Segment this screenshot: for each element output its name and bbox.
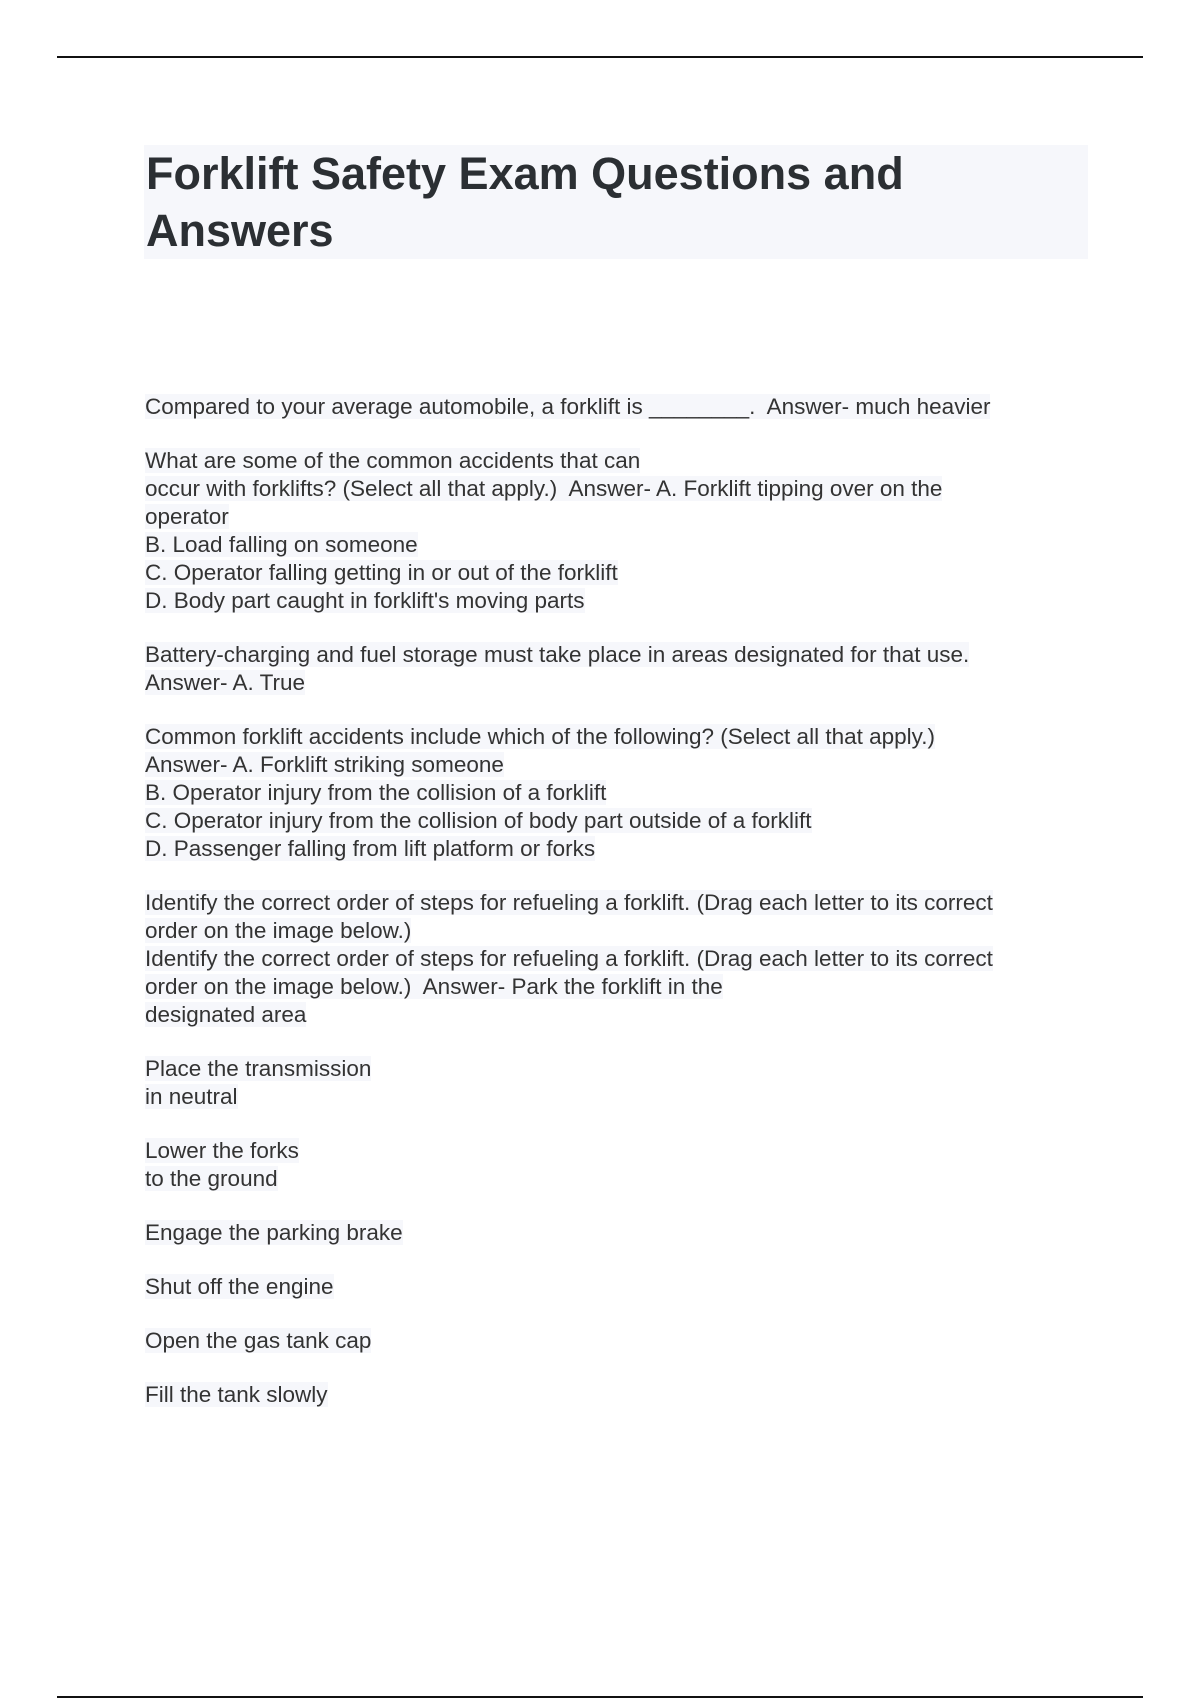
qa-block-5 [145, 889, 1095, 1029]
text-line: D. Passenger falling from lift platform or forks [145, 836, 596, 861]
text-line: Open the gas tank cap [145, 1328, 372, 1353]
qa-block-8 [145, 1219, 1095, 1247]
text-line: Place the transmission [145, 1056, 372, 1081]
text-line: Fill the tank slowly [145, 1382, 328, 1407]
text-line: Answer- A. True [145, 670, 306, 695]
text-line: Identify the correct order of steps for refueling a forklift. (Drag each letter to its correct [145, 946, 993, 971]
qa-block-7 [145, 1137, 1095, 1193]
text-line: occur with forklifts? (Select all that apply.) Answer- A. Forklift tipping over on the [145, 476, 943, 501]
text-line: Engage the parking brake [145, 1220, 403, 1245]
title-banner [144, 145, 1088, 259]
qa-block-9 [145, 1273, 1095, 1301]
qa-block-4 [145, 723, 1095, 863]
qa-content [145, 393, 1095, 1435]
text-line: Common forklift accidents include which of the following? (Select all that apply.) [145, 724, 935, 749]
text-line: Identify the correct order of steps for refueling a forklift. (Drag each letter to its correct [145, 890, 993, 915]
text-line: Answer- A. Forklift striking someone [145, 752, 504, 777]
text-line: What are some of the common accidents that can [145, 448, 641, 473]
qa-block-11 [145, 1381, 1095, 1409]
text-line: C. Operator falling getting in or out of the forklift [145, 560, 618, 585]
qa-block-2 [145, 447, 1095, 615]
text-line: Battery-charging and fuel storage must take place in areas designated for that use. [145, 642, 970, 667]
text-line: in neutral [145, 1084, 238, 1109]
text-line: B. Operator injury from the collision of a forklift [145, 780, 607, 805]
bottom-rule [57, 1696, 1143, 1698]
text-line: order on the image below.) Answer- Park the forklift in the [145, 974, 723, 999]
text-line: B. Load falling on someone [145, 532, 418, 557]
qa-block-6 [145, 1055, 1095, 1111]
text-line: designated area [145, 1002, 307, 1027]
qa-block-10 [145, 1327, 1095, 1355]
qa-block-1 [145, 393, 1095, 421]
text-line: to the ground [145, 1166, 278, 1191]
qa-block-3 [145, 641, 1095, 697]
text-line: Compared to your average automobile, a forklift is ________. Answer- much heavier [145, 394, 991, 419]
text-line: Lower the forks [145, 1138, 299, 1163]
text-line: Shut off the engine [145, 1274, 334, 1299]
text-line: order on the image below.) [145, 918, 412, 943]
text-line: C. Operator injury from the collision of body part outside of a forklift [145, 808, 812, 833]
text-line: operator [145, 504, 229, 529]
text-line: D. Body part caught in forklift's moving parts [145, 588, 585, 613]
page-title: Forklift Safety Exam Questions and Answers [146, 148, 904, 256]
top-rule [57, 56, 1143, 58]
